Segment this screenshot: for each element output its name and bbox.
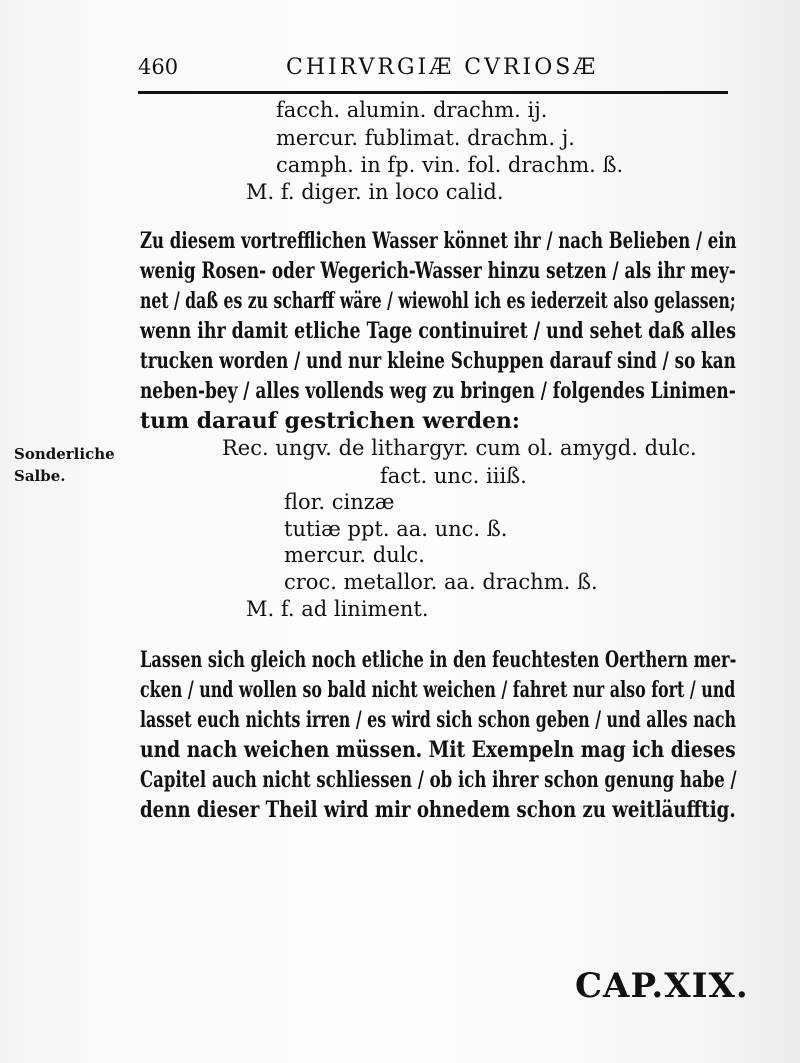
text-line: lasset euch nichts irren / es wird sich schon geben / und alles nach [140,707,737,733]
recipe-line: facch. alumin. drachm. ij. [276,98,548,122]
recipe-line: M. f. diger. in loco calid. [246,180,504,204]
page-number: 460 [138,55,179,79]
margin-note [14,443,115,487]
text-line: wenn ihr damit etliche Tage continuiret / und sehet daß alles [140,318,737,344]
text-line: neben-bey / alles vollends weg zu bringen / folgendes Linimen- [140,378,736,404]
recipe-line: mercur. dulc. [284,543,425,567]
recipe-line: fact. unc. iiiß. [380,464,527,488]
text-line: wenig Rosen- oder Wegerich-Wasser hinzu setzen / als ihr mey- [140,258,736,284]
text-line: Lassen sich gleich noch etliche in den feuchtesten Oerthern mer- [140,647,737,673]
recipe-line: flor. cinzæ [284,490,395,514]
recipe-line: tutiæ ppt. aa. unc. ß. [284,517,508,541]
catchword: CAP.XIX. [575,966,749,1006]
recipe-line: M. f. ad liniment. [246,597,429,621]
body-paragraph-1 [140,226,740,436]
recipe-line: croc. metallor. aa. drachm. ß. [284,570,598,594]
recipe-line: mercur. fublimat. drachm. j. [276,126,575,150]
text-line: cken / und wollen so bald nicht weichen / fahret nur also fort / und [140,677,736,703]
text-line: net / daß es zu scharff wäre / wiewohl ich es iederzeit also gelassen; [140,288,736,314]
text-line: und nach weichen müssen. Mit Exempeln mag ich dieses [140,737,736,763]
running-title: CHIRVRGIÆ CVRIOSÆ [286,55,599,80]
text-line: denn dieser Theil wird mir ohnedem schon zu weitläufftig. [140,797,736,823]
body-paragraph-2 [140,645,740,825]
page-header [138,55,728,85]
text-line: tum darauf gestrichen werden: [140,408,520,434]
header-rule [138,91,728,94]
margin-note-line: Sonderliche [14,445,115,463]
text-line: Zu diesem vortrefflichen Wasser könnet ihr / nach Belieben / ein [140,228,737,254]
text-line: trucken worden / und nur kleine Schuppen darauf sind / so kan [140,348,736,374]
recipe-line: camph. in fp. vin. fol. drachm. ß. [276,153,624,177]
recipe-line: Rec. ungv. de lithargyr. cum ol. amygd. dulc. [222,436,697,460]
text-line: Capitel auch nicht schliessen / ob ich ihrer schon genung habe / [140,767,737,793]
margin-note-line: Salbe. [14,467,66,485]
